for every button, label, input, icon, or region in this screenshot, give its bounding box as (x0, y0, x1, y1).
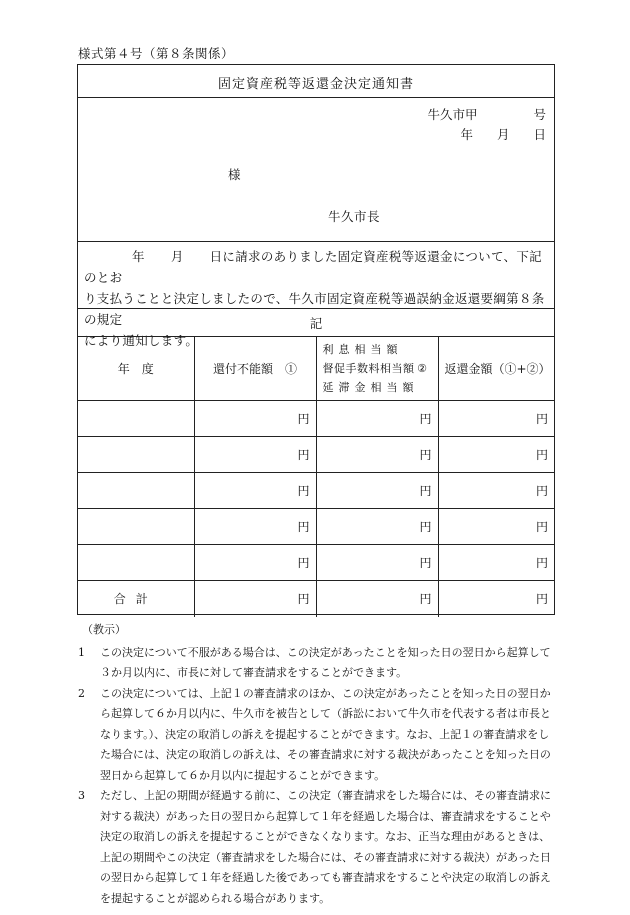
ki-heading: 記 (309, 316, 323, 331)
yen-cell: 円 (438, 545, 554, 581)
year-cell (78, 437, 194, 473)
body-line: り支払うことと決定しましたので、牛久市固定資産税等過誤納金返還要綱第８条の規定 (84, 291, 545, 327)
year-cell (78, 509, 194, 545)
divider (78, 97, 554, 98)
yen-cell: 円 (438, 509, 554, 545)
instruction-item (78, 684, 558, 787)
total-label: 合計 (78, 581, 194, 617)
yen-cell: 円 (194, 545, 316, 581)
issue-date-year: 年 (460, 127, 473, 142)
header-non-refundable: 還付不能額 ① (194, 337, 316, 401)
instruction-number: 1 (78, 645, 85, 659)
yen-cell: 円 (438, 473, 554, 509)
addressee-suffix: 様 (228, 167, 241, 182)
yen-cell: 円 (438, 437, 554, 473)
reference-number-suffix: 号 (533, 107, 546, 122)
divider (78, 241, 554, 242)
header-interest-line: 利息相当額 (322, 343, 403, 356)
divider (78, 308, 554, 309)
header-interest (316, 337, 438, 401)
issue-date-month: 月 (496, 127, 510, 142)
reference-number (427, 105, 546, 123)
yen-cell: 円 (316, 437, 438, 473)
detail-table (78, 336, 554, 617)
instruction-item (78, 643, 558, 684)
yen-cell: 円 (316, 473, 438, 509)
instruction-text: この決定について不服がある場合は、この決定があったことを知った日の翌日から起算して３か月以内に、市長に対して審査請求をすることができます。 (100, 645, 551, 679)
table-header-row (78, 337, 554, 401)
body-year: 年 (132, 249, 145, 264)
instruction-item (78, 786, 558, 909)
table-total-row (78, 581, 554, 617)
instruction-text: この決定については、上記１の審査請求のほか、この決定があったことを知った日の翌日から起算して６か月以内に、牛久市を被告として（訴訟において牛久市を代表する者は市長となります。）、決定の取消しの訴えを提起することができます。なお、上記１の審査請求をした場合には、決定の取消しの訴えは、その審査請求に対する裁決があったことを知った日の翌日から起算して６か月以内に提起することができます。 (100, 686, 551, 782)
instruction-number: 2 (78, 686, 85, 700)
body-line: により通知します。 (84, 333, 199, 348)
table-row (78, 545, 554, 581)
reference-number-prefix: 牛久市甲 (427, 107, 478, 122)
header-interest-line: 督促手数料相当額 (322, 362, 415, 375)
yen-cell: 円 (194, 473, 316, 509)
yen-cell: 円 (316, 581, 438, 617)
instructions (78, 620, 558, 909)
instructions-heading: （教示） (82, 623, 126, 636)
table-row (78, 473, 554, 509)
issuer-name: 牛久市長 (328, 209, 381, 224)
body-text-1: 日に請求のありました固定資産税等返還金について、下記のとお (84, 249, 542, 285)
yen-cell: 円 (194, 401, 316, 437)
year-cell (78, 473, 194, 509)
yen-cell: 円 (438, 401, 554, 437)
yen-cell: 円 (194, 509, 316, 545)
notice-form (77, 64, 555, 615)
yen-cell: 円 (194, 437, 316, 473)
body-month: 月 (170, 249, 184, 264)
table-row (78, 401, 554, 437)
header-refund: 返還金額（①+②） (438, 337, 554, 401)
yen-cell: 円 (316, 401, 438, 437)
body-line (84, 246, 548, 288)
year-cell (78, 545, 194, 581)
instruction-text: ただし、上記の期間が経過する前に、この決定（審査請求をした場合には、その審査請求に対する裁決）があった日の翌日から起算して１年を経過した場合は、審査請求をすることや決定の取消しの訴えを提起することができなくなります。なお、正当な理由があるときは、上記の期間やこの決定（審査請求をした場合には、その審査請求に対する裁決）があった日の翌日から起算して１年を経過した後であっても審査請求をすることや決定の取消しの訴えを提起することが認められる場合があります。 (100, 789, 551, 905)
issue-date-day: 日 (533, 127, 546, 142)
year-cell (78, 401, 194, 437)
header-year: 年 度 (78, 337, 194, 401)
table-row (78, 509, 554, 545)
yen-cell: 円 (316, 545, 438, 581)
instruction-number: 3 (78, 789, 85, 802)
table-row (78, 437, 554, 473)
yen-cell: 円 (316, 509, 438, 545)
issue-date (460, 125, 546, 143)
form-title: 固定資産税等返還金決定通知書 (217, 77, 414, 92)
yen-cell: 円 (194, 581, 316, 617)
form-number: 様式第４号（第８条関係） (78, 46, 235, 61)
header-interest-mark: ② (417, 362, 428, 375)
header-interest-line: 延滞金相当額 (322, 381, 419, 394)
yen-cell: 円 (438, 581, 554, 617)
